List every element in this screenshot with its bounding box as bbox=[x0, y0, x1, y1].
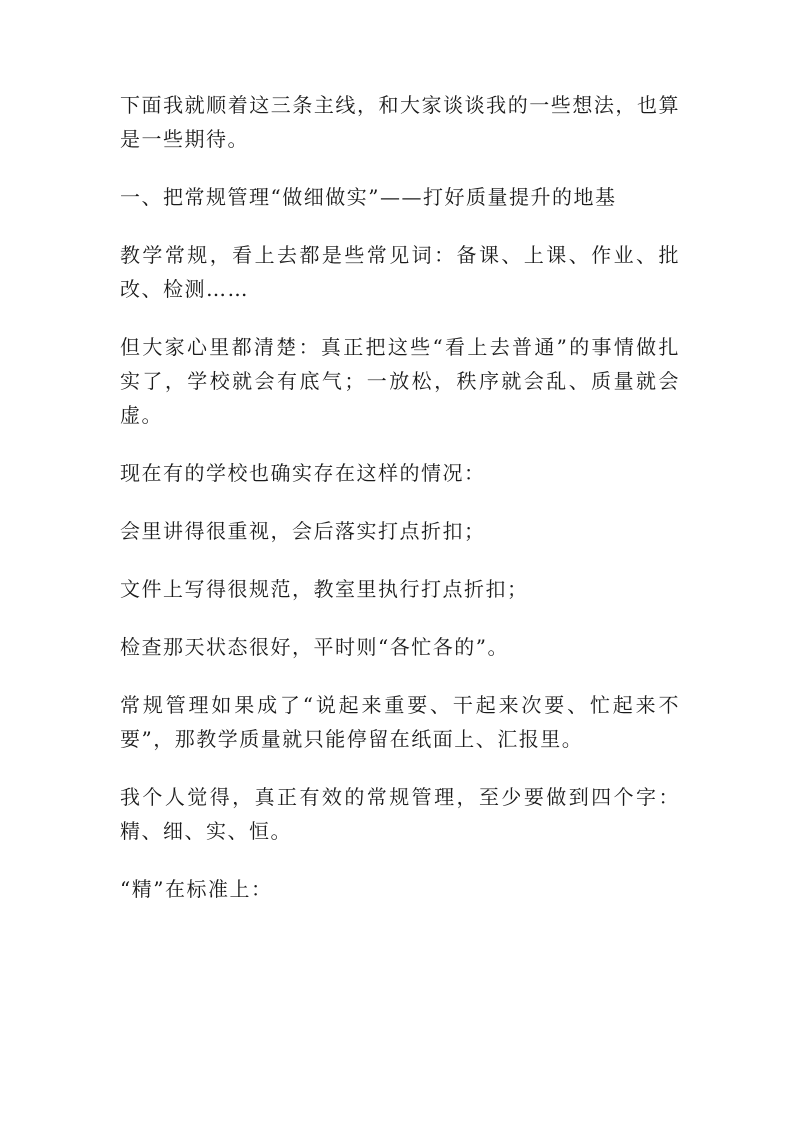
paragraph-foundation: 但大家心里都清楚：真正把这些“看上去普通”的事情做扎实了，学校就会有底气；一放松，秩序就会乱、质量就会虚。 bbox=[120, 335, 680, 427]
paragraph-documents: 文件上写得很规范，教室里执行打点折扣； bbox=[120, 577, 529, 601]
paragraph-precision: “精”在标准上： bbox=[120, 877, 273, 901]
paragraph-consequence: 常规管理如果成了“说起来重要、干起来次要、忙起来不要”，那教学质量就只能停留在纸面上、汇报里。 bbox=[120, 693, 680, 751]
paragraph-meeting: 会里讲得很重视，会后落实打点折扣； bbox=[120, 519, 486, 543]
paragraph-intro: 下面我就顺着这三条主线，和大家谈谈我的一些想法，也算是一些期待。 bbox=[120, 93, 680, 151]
paragraph-inspection: 检查那天状态很好，平时则“各忙各的”。 bbox=[120, 635, 509, 659]
section-heading: 一、把常规管理“做细做实”——打好质量提升的地基 bbox=[120, 185, 617, 209]
paragraph-routine: 教学常规，看上去都是些常见词：备课、上课、作业、批改、检测…… bbox=[120, 243, 680, 301]
paragraph-four-words: 我个人觉得，真正有效的常规管理，至少要做到四个字：精、细、实、恒。 bbox=[120, 785, 680, 843]
document-body bbox=[120, 88, 680, 930]
paragraph-situation: 现在有的学校也确实存在这样的情况： bbox=[120, 461, 486, 485]
